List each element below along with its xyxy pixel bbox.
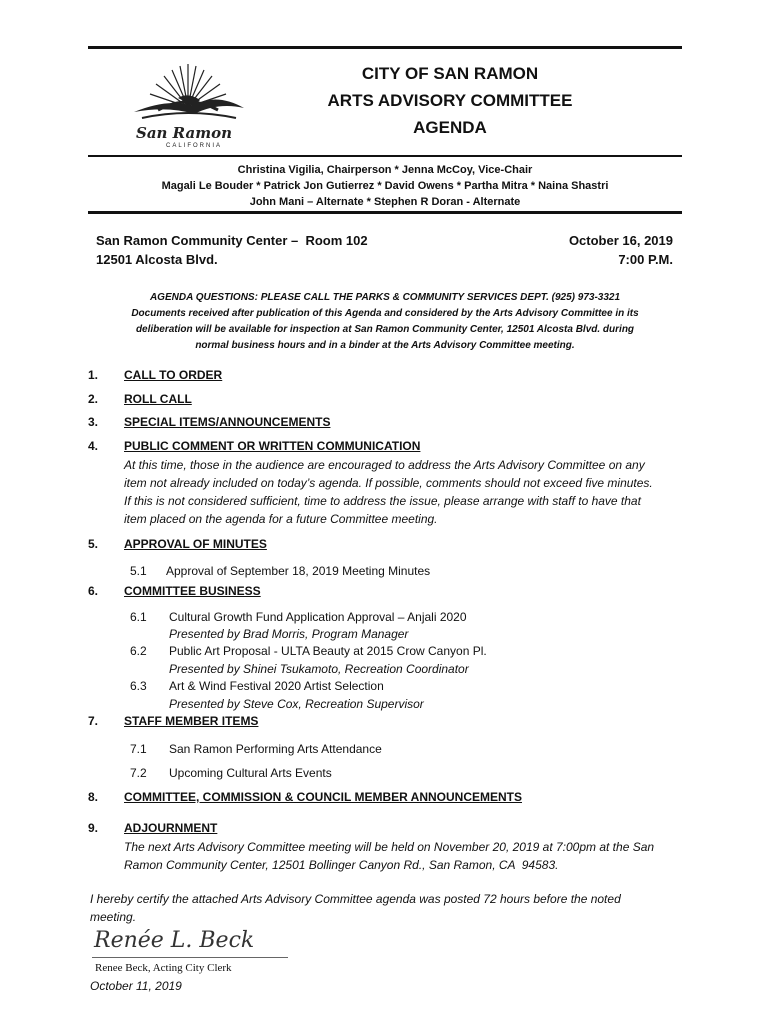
item-title-approval-of-minutes: APPROVAL OF MINUTES — [124, 537, 267, 551]
sub-item-presenter: Presented by Shinei Tsukamoto, Recreation Coordinator — [169, 662, 469, 676]
item-title-announcements: COMMITTEE, COMMISSION & COUNCIL MEMBER ANNOUNCEMENTS — [124, 790, 522, 804]
item-number: 5. — [88, 537, 99, 551]
agenda-questions-line-1: AGENDA QUESTIONS: PLEASE CALL THE PARKS & COMMUNITY SERVICES DEPT. (925) 973-3321 — [149, 292, 621, 303]
members-line-2: Magali Le Bouder * Patrick Jon Gutierrez * David Owens * Partha Mitra * Naina Shastri — [161, 180, 609, 192]
item-title-call-to-order: CALL TO ORDER — [124, 368, 223, 382]
members-line-3: John Mani – Alternate * Stephen R Doran - Alternate — [249, 196, 521, 208]
public-comment-line-1: At this time, those in the audience are encouraged to address the Arts Advisory Committee on any — [124, 458, 645, 472]
sub-item-number: 6.3 — [130, 679, 147, 693]
header-title-committee: ARTS ADVISORY COMMITTEE — [327, 91, 573, 110]
certification-line-2: meeting. — [90, 910, 137, 924]
sub-item-number: 7.1 — [130, 742, 147, 756]
logo-city-name: San Ramon — [136, 124, 232, 142]
public-comment-line-2: item not already included on today’s agenda. If possible, comments should not exceed five minutes. — [124, 476, 653, 490]
item-title-roll-call: ROLL CALL — [124, 392, 192, 406]
city-logo — [128, 62, 248, 156]
item-number: 7. — [88, 714, 99, 728]
agenda-questions-line-2: Documents received after publication of this Agenda and considered by the Arts Advisory Committee in its — [131, 308, 639, 319]
item-number: 4. — [88, 439, 99, 453]
adjournment-line-1: The next Arts Advisory Committee meeting will be held on November 20, 2019 at 7:00pm at the San — [124, 840, 655, 854]
sub-item-text: Cultural Growth Fund Application Approval – Anjali 2020 — [169, 610, 467, 624]
signature-date: October 11, 2019 — [90, 979, 182, 993]
header-title-city: CITY OF SAN RAMON — [361, 64, 539, 83]
certification-line-1: I hereby certify the attached Arts Advisory Committee agenda was posted 72 hours before the noted — [90, 892, 621, 906]
meeting-time: 7:00 P.M. — [618, 252, 673, 267]
logo-state-name: CALIFORNIA — [166, 143, 223, 149]
adjournment-line-2: Ramon Community Center, 12501 Bollinger Canyon Rd., San Ramon, CA 94583. — [124, 858, 559, 872]
public-comment-line-4: item placed on the agenda for a future Committee meeting. — [124, 512, 438, 526]
item-title-committee-business: COMMITTEE BUSINESS — [124, 584, 261, 598]
sub-item-text: Upcoming Cultural Arts Events — [169, 766, 332, 780]
item-number: 8. — [88, 790, 99, 804]
agenda-questions-line-3: deliberation will be available for inspection at San Ramon Community Center, 12501 Alcosta Blvd. during — [135, 324, 635, 335]
item-number: 2. — [88, 392, 99, 406]
public-comment-line-3: If this is not considered sufficient, time to address the issue, please arrange with staff to have that — [124, 494, 641, 508]
sub-item-text: San Ramon Performing Arts Attendance — [169, 742, 382, 756]
signer-name: Renee Beck, Acting City Clerk — [95, 962, 232, 974]
agenda-questions-line-4: normal business hours and in a binder at the Arts Advisory Committee meeting. — [195, 340, 575, 351]
item-title-public-comment: PUBLIC COMMENT OR WRITTEN COMMUNICATION — [124, 439, 421, 453]
header-rule — [88, 155, 682, 157]
meeting-date: October 16, 2019 — [568, 233, 673, 248]
handwritten-signature: Renée L. Beck — [94, 928, 255, 953]
item-title-special-items: SPECIAL ITEMS/ANNOUNCEMENTS — [124, 415, 331, 429]
sub-item-number: 6.1 — [130, 610, 147, 624]
sub-item-text: Approval of September 18, 2019 Meeting Minutes — [166, 564, 431, 578]
sub-item-presenter: Presented by Steve Cox, Recreation Supervisor — [169, 697, 424, 711]
item-number: 1. — [88, 368, 99, 382]
sub-item-presenter: Presented by Brad Morris, Program Manager — [169, 627, 409, 641]
sub-item-number: 6.2 — [130, 644, 147, 658]
meeting-location: San Ramon Community Center – Room 102 — [96, 233, 368, 248]
item-number: 3. — [88, 415, 99, 429]
sub-item-text: Art & Wind Festival 2020 Artist Selection — [169, 679, 384, 693]
top-rule — [88, 46, 682, 49]
item-number: 6. — [88, 584, 99, 598]
sub-item-number: 7.2 — [130, 766, 147, 780]
header-title-agenda: AGENDA — [413, 118, 487, 137]
item-number: 9. — [88, 821, 99, 835]
sub-item-text: Public Art Proposal - ULTA Beauty at 2015 Crow Canyon Pl. — [169, 644, 487, 658]
item-title-staff-member-items: STAFF MEMBER ITEMS — [124, 714, 259, 728]
sub-item-number: 5.1 — [130, 564, 147, 578]
signature-line — [92, 957, 288, 958]
members-rule — [88, 211, 682, 214]
meeting-address: 12501 Alcosta Blvd. — [96, 252, 218, 267]
members-line-1: Christina Vigilia, Chairperson * Jenna McCoy, Vice-Chair — [237, 164, 533, 176]
item-title-adjournment: ADJOURNMENT — [124, 821, 218, 835]
